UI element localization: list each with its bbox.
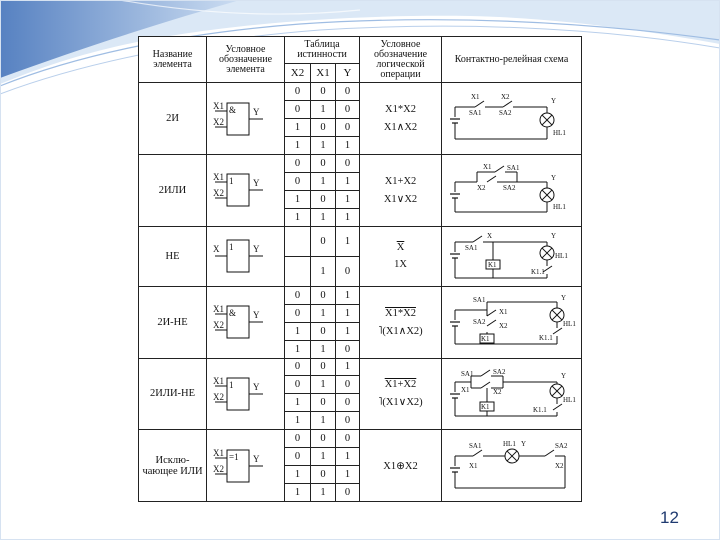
truth-row [139, 83, 582, 101]
truth-cell: 0 [311, 286, 336, 304]
truth-cell: 1 [311, 376, 336, 394]
truth-cell: 0 [336, 483, 360, 501]
logic-expression: X1∨X2 [383, 193, 418, 205]
element-symbol-cell [207, 83, 285, 155]
element-name: НЕ [139, 226, 207, 286]
truth-cell: 1 [336, 226, 360, 256]
circuit-label: X1 [470, 92, 480, 101]
logic-expression: X1⊕X2 [383, 460, 418, 472]
truth-cell: 1 [311, 256, 336, 286]
truth-cell: 0 [336, 83, 360, 101]
input-label: X2 [212, 391, 224, 402]
truth-cell: 0 [285, 376, 311, 394]
logic-expression: X1+X2 [384, 175, 417, 187]
circuit-label: Y [550, 232, 556, 241]
output-label: Y [252, 244, 259, 255]
circuit-label: K1 [480, 335, 490, 344]
header-var-2: X1 [311, 64, 336, 83]
switch-contact [473, 450, 482, 456]
truth-cell: 1 [336, 208, 360, 226]
switch-contact [487, 320, 496, 326]
logic-expression: $\overline{X}$ [396, 242, 405, 254]
truth-cell: 1 [336, 190, 360, 208]
truth-cell: 1 [311, 412, 336, 430]
circuit-label: X1 [498, 308, 508, 317]
circuit-label: SA2 [492, 367, 505, 376]
truth-cell: 1 [285, 412, 311, 430]
truth-cell: 0 [311, 119, 336, 137]
truth-cell: 1 [285, 483, 311, 501]
truth-cell: 0 [311, 466, 336, 484]
truth-cell: 1 [336, 466, 360, 484]
truth-cell: 1 [311, 101, 336, 119]
truth-cell: 1 [336, 137, 360, 155]
truth-cell: 1 [336, 286, 360, 304]
circuit-label: HL1 [552, 128, 566, 137]
truth-cell: 0 [285, 172, 311, 190]
switch-contact [487, 310, 496, 316]
header-var-1: X2 [285, 64, 311, 83]
circuit-label: K1.1 [530, 268, 545, 277]
input-label: X1 [212, 304, 224, 315]
header-row [139, 37, 582, 64]
truth-cell: 0 [311, 83, 336, 101]
truth-cell: 0 [311, 394, 336, 412]
truth-cell: 1 [311, 137, 336, 155]
header-element-name: Название элемента [139, 37, 207, 83]
truth-cell: 1 [336, 358, 360, 376]
circuit-label: X1 [468, 461, 478, 470]
truth-cell: 0 [336, 101, 360, 119]
element-symbol-cell [207, 358, 285, 430]
logic-expression: X1+X2 [384, 379, 417, 391]
truth-cell: 1 [285, 394, 311, 412]
element-symbol-cell [207, 226, 285, 286]
element-symbol-cell [207, 155, 285, 227]
element-symbol-cell [207, 430, 285, 502]
truth-cell: 0 [336, 430, 360, 448]
switch-contact [481, 382, 490, 388]
circuit-label: X2 [492, 387, 502, 396]
element-name: 2ИЛИ [139, 155, 207, 227]
gate-operator: 1 [228, 176, 233, 187]
input-label: X1 [212, 172, 224, 183]
relay-circuit-cell [442, 83, 582, 155]
truth-cell: 0 [336, 394, 360, 412]
truth-cell [285, 256, 311, 286]
logic-gate-symbol [211, 168, 281, 212]
logic-operation-cell [360, 358, 442, 430]
truth-cell: 0 [285, 358, 311, 376]
circuit-label: K1.1 [532, 405, 547, 414]
truth-cell: 0 [285, 155, 311, 173]
relay-circuit-cell [442, 226, 582, 286]
circuit-label: X1 [482, 163, 492, 172]
header-relay-circuit: Контактно-релейная схема [442, 37, 582, 83]
truth-cell: 1 [285, 208, 311, 226]
circuit-label: Y [560, 371, 566, 380]
truth-cell: 1 [311, 304, 336, 322]
circuit-label: SA1 [464, 244, 477, 253]
truth-cell: 0 [285, 430, 311, 448]
circuit-label: Y [560, 294, 566, 303]
input-label: X [212, 244, 219, 255]
relay-circuit-cell [442, 286, 582, 358]
circuit-label: K1.1 [538, 334, 553, 343]
relay-circuit-diagram [447, 294, 577, 350]
element-name: 2И [139, 83, 207, 155]
header-logic-operation: Условное обозначение логической операции [360, 37, 442, 83]
switch-contact [475, 101, 484, 107]
input-label: X1 [212, 375, 224, 386]
element-name: Исклю-чающее ИЛИ [139, 430, 207, 502]
relay-circuit-cell [442, 358, 582, 430]
logic-gate-symbol [211, 444, 281, 488]
circuit-label: X2 [498, 322, 508, 331]
circuit-label: SA2 [498, 108, 511, 117]
truth-cell: 1 [285, 322, 311, 340]
gate-operator: & [228, 104, 236, 115]
circuit-label: SA2 [554, 441, 567, 450]
logic-elements-table-container [138, 36, 581, 502]
circuit-label: HL1 [554, 252, 568, 261]
logic-gate-symbol [211, 97, 281, 141]
input-label: X2 [212, 116, 224, 127]
logic-gate-symbol [211, 300, 281, 344]
circuit-label: Y [520, 439, 526, 448]
circuit-label: SA2 [472, 318, 485, 327]
circuit-label: HL1 [562, 395, 576, 404]
switch-contact [503, 101, 512, 107]
truth-cell: 1 [311, 483, 336, 501]
circuit-label: SA1 [506, 164, 519, 173]
logic-expression: X1∧X2 [383, 122, 418, 134]
truth-cell: 1 [285, 466, 311, 484]
header-element-symbol: Условное обозначение элемента [207, 37, 285, 83]
truth-cell: 0 [311, 322, 336, 340]
circuit-label: HL1 [502, 439, 516, 448]
circuit-label: HL1 [562, 320, 576, 329]
relay-circuit-diagram [447, 438, 577, 494]
logic-expression: ˥(X1∧X2) [378, 325, 423, 337]
truth-cell: 0 [285, 448, 311, 466]
logic-expression: 1X [394, 259, 407, 271]
truth-cell: 0 [285, 83, 311, 101]
circuit-label: X2 [500, 92, 510, 101]
switch-contact [495, 166, 504, 172]
logic-expression: X1*X2 [385, 307, 416, 319]
circuit-label: Y [550, 174, 556, 183]
truth-cell: 0 [336, 340, 360, 358]
truth-cell: 0 [336, 376, 360, 394]
truth-cell: 0 [336, 412, 360, 430]
circuit-label: X [486, 232, 492, 241]
relay-circuit-diagram [447, 366, 577, 422]
logic-operation-cell [360, 83, 442, 155]
input-label: X2 [212, 463, 224, 474]
circuit-label: X1 [460, 385, 470, 394]
switch-contact [553, 404, 562, 410]
truth-cell: 1 [285, 137, 311, 155]
output-label: Y [252, 381, 259, 392]
element-name: 2И-НЕ [139, 286, 207, 358]
input-label: X1 [212, 447, 224, 458]
truth-cell: 0 [336, 155, 360, 173]
logic-elements-table [138, 36, 582, 502]
gate-operator: 1 [228, 242, 233, 253]
truth-cell: 1 [336, 322, 360, 340]
truth-cell: 0 [311, 155, 336, 173]
truth-cell: 0 [336, 119, 360, 137]
switch-contact [481, 370, 490, 376]
truth-cell: 1 [285, 340, 311, 358]
truth-cell: 0 [311, 190, 336, 208]
circuit-label: SA1 [468, 441, 481, 450]
truth-cell: 1 [336, 448, 360, 466]
truth-cell: 1 [285, 190, 311, 208]
output-label: Y [252, 453, 259, 464]
page-number: 12 [660, 508, 679, 527]
output-label: Y [252, 106, 259, 117]
gate-operator: =1 [228, 451, 239, 462]
truth-cell: 0 [336, 256, 360, 286]
header-truth-table: Таблица истинности [285, 37, 360, 64]
switch-contact [487, 176, 496, 182]
relay-circuit-diagram [447, 91, 577, 147]
header-var-3: Y [336, 64, 360, 83]
relay-circuit-diagram [447, 162, 577, 218]
switch-contact [545, 450, 554, 456]
truth-row [139, 358, 582, 376]
logic-operation-cell [360, 155, 442, 227]
truth-row [139, 155, 582, 173]
truth-cell: 1 [311, 172, 336, 190]
input-label: X2 [212, 188, 224, 199]
truth-cell: 0 [285, 286, 311, 304]
circuit-label: SA1 [460, 369, 473, 378]
circuit-label: X2 [554, 461, 564, 470]
truth-cell: 0 [285, 304, 311, 322]
truth-cell: 1 [311, 448, 336, 466]
logic-operation-cell [360, 286, 442, 358]
circuit-label: K1 [480, 402, 490, 411]
truth-cell: 0 [311, 358, 336, 376]
gate-operator: & [228, 308, 236, 319]
element-symbol-cell [207, 286, 285, 358]
truth-row [139, 286, 582, 304]
truth-row [139, 430, 582, 448]
truth-cell: 1 [285, 119, 311, 137]
relay-circuit-cell [442, 155, 582, 227]
truth-cell: 0 [311, 430, 336, 448]
logic-operation-cell [360, 430, 442, 502]
gate-operator: 1 [228, 379, 233, 390]
output-label: Y [252, 310, 259, 321]
circuit-label: SA1 [472, 296, 485, 305]
relay-circuit-diagram [447, 228, 577, 284]
relay-circuit-cell [442, 430, 582, 502]
circuit-label: X2 [476, 184, 486, 193]
input-label: X2 [212, 320, 224, 331]
logic-gate-symbol [211, 372, 281, 416]
truth-cell: 0 [311, 226, 336, 256]
truth-cell: 1 [336, 304, 360, 322]
switch-contact [553, 328, 562, 334]
circuit-label: K1 [487, 261, 497, 270]
truth-cell [285, 226, 311, 256]
truth-cell: 1 [311, 208, 336, 226]
truth-cell: 1 [311, 340, 336, 358]
switch-contact [473, 236, 482, 242]
truth-cell: 0 [285, 101, 311, 119]
truth-cell: 1 [336, 172, 360, 190]
logic-expression: X1*X2 [385, 104, 416, 116]
logic-expression: ˥(X1∨X2) [378, 397, 423, 409]
element-name: 2ИЛИ-НЕ [139, 358, 207, 430]
circuit-label: SA1 [468, 108, 481, 117]
output-label: Y [252, 178, 259, 189]
logic-operation-cell [360, 226, 442, 286]
logic-gate-symbol [211, 234, 281, 278]
circuit-label: Y [550, 96, 556, 105]
circuit-label: SA2 [502, 184, 515, 193]
input-label: X1 [212, 100, 224, 111]
circuit-label: HL1 [552, 203, 566, 212]
truth-row [139, 226, 582, 256]
